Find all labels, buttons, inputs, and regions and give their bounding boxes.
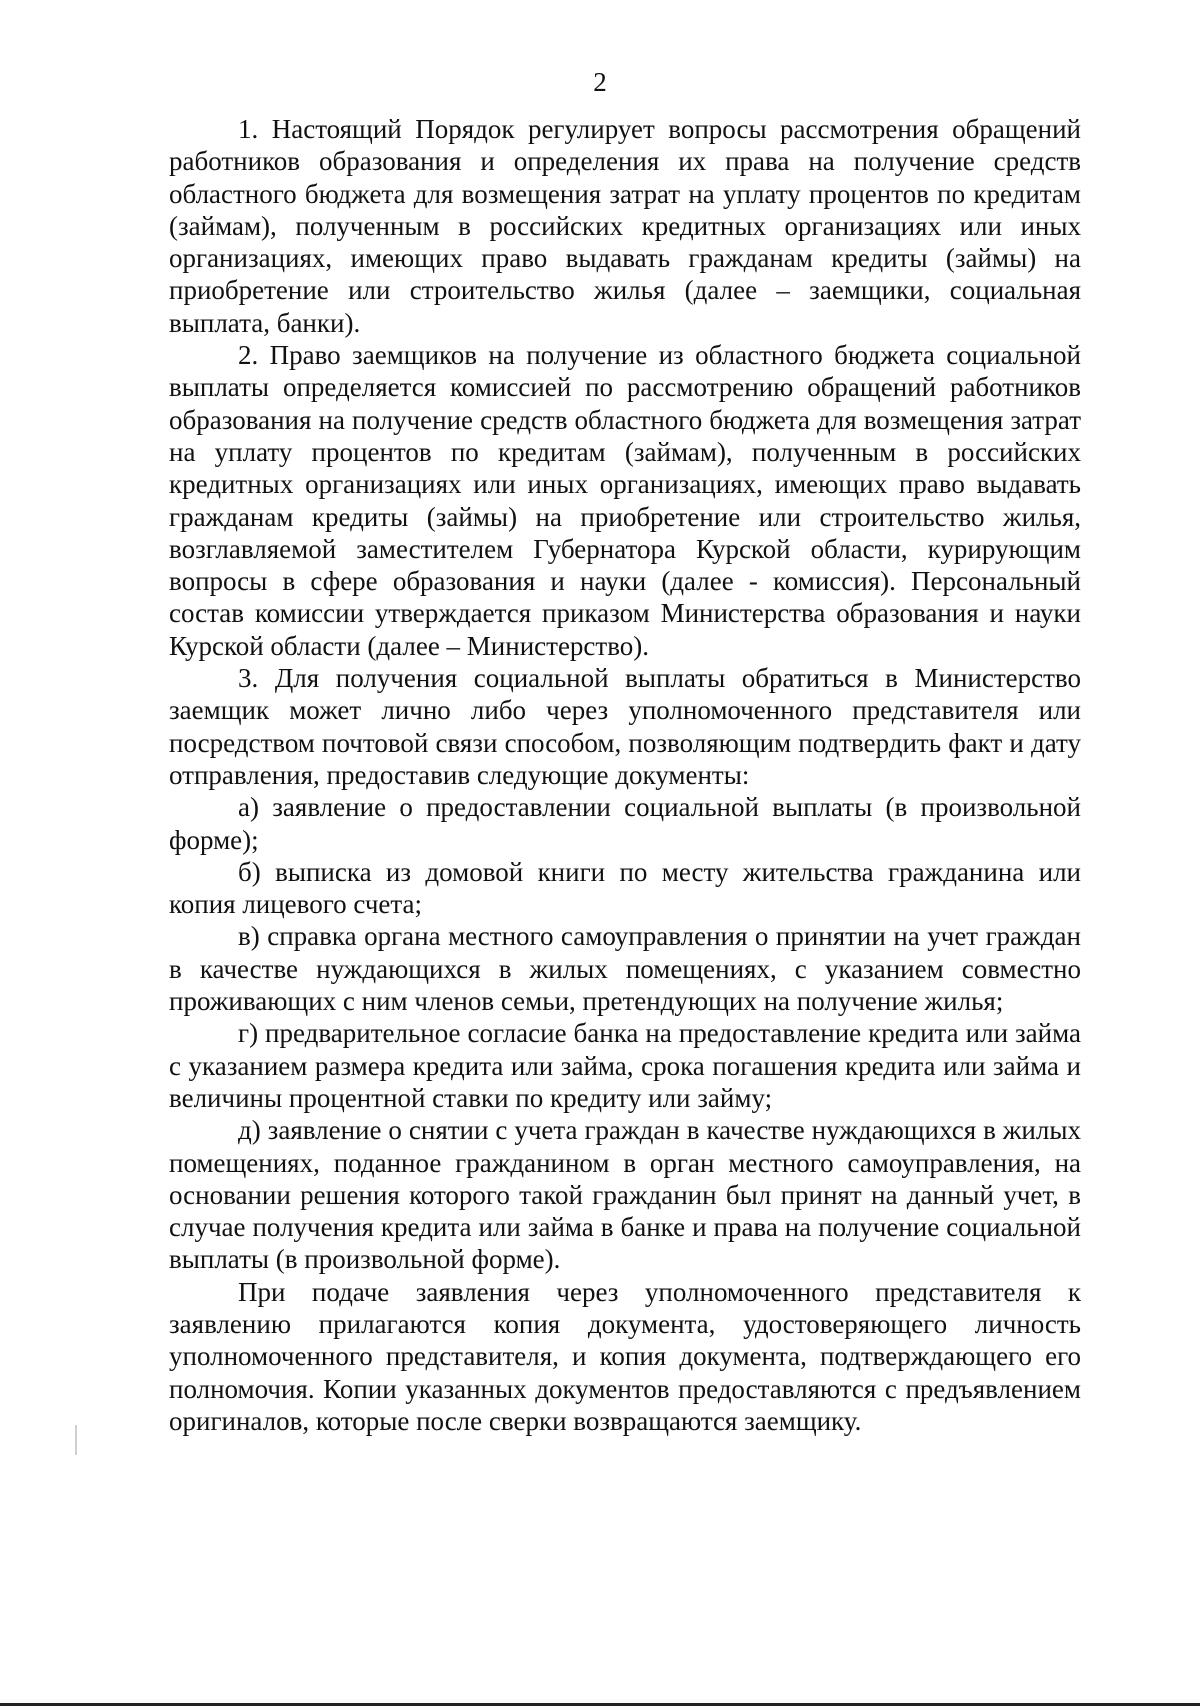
document-body bbox=[169, 113, 1081, 1437]
paragraph-2-commission: 2. Право заемщиков на получение из областного бюджета социальной выплаты определяется комиссией по рассмотрению обращений работников образования на получение средств областного бюджета для возмещения затрат на уплату процентов по кредитам (займам), полученным в российских кредитных организациях или иных организациях, имеющих право выдавать гражданам кредиты (займы) на приобретение или строительство жилья, возглавляемой заместителем Губернатора Курской области, курирующим вопросы в сфере образования и науки (далее - комиссия). Персональный состав комиссии утверждается приказом Министерства образования и науки Курской области (далее – Министерство). bbox=[169, 340, 1081, 661]
paragraph-3-documents: 3. Для получения социальной выплаты обратиться в Министерство заемщик может лично либо через уполномоченного представителя или посредством почтовой связи способом, позволяющим подтвердить факт и дату отправления, предоставив следующие документы: bbox=[169, 663, 1081, 790]
paragraph-representative: При подаче заявления через уполномоченного представителя к заявлению прилагаются копия документа, удостоверяющего личность уполномоченного представителя, и копия документа, подтверждающего его полномочия. Копии указанных документов предоставляются с предъявлением оригиналов, которые после сверки возвращаются заемщику. bbox=[169, 1276, 1081, 1436]
list-item-a: а) заявление о предоставлении социальной выплаты (в произвольной форме); bbox=[169, 792, 1081, 855]
list-item-b: б) выписка из домовой книги по месту жительства гражданина или копия лицевого счета; bbox=[169, 856, 1081, 920]
list-item-v: в) справка органа местного самоуправления о принятии на учет граждан в качестве нуждающихся в жилых помещениях, с указанием совместно проживающих с ним членов семьи, претендующих на получение жилья; bbox=[169, 921, 1081, 1017]
paragraph-1-scope: 1. Настоящий Порядок регулирует вопросы рассмотрения обращений работников образования и определения их права на получение средств областного бюджета для возмещения затрат на уплату процентов по кредитам (займам), полученным в российских кредитных организациях или иных организациях, имеющих право выдавать гражданам кредиты (займы) на приобретение или строительство жилья (далее – заемщики, социальная выплата, банки). bbox=[169, 114, 1081, 338]
list-item-d: д) заявление о снятии с учета граждан в качестве нуждающихся в жилых помещениях, поданное гражданином в орган местного самоуправления, на основании решения которого такой гражданин был принят на данный учет, в случае получения кредита или займа в банке и права на получение социальной выплаты (в произвольной форме). bbox=[169, 1115, 1081, 1275]
list-item-g: г) предварительное согласие банка на предоставление кредита или займа с указанием размера кредита или займа, срока погашения кредита или займа и величины процентной ставки по кредиту или займу; bbox=[169, 1018, 1081, 1113]
scan-artifact-mark bbox=[75, 1425, 77, 1455]
page-number: 2 bbox=[593, 67, 607, 97]
